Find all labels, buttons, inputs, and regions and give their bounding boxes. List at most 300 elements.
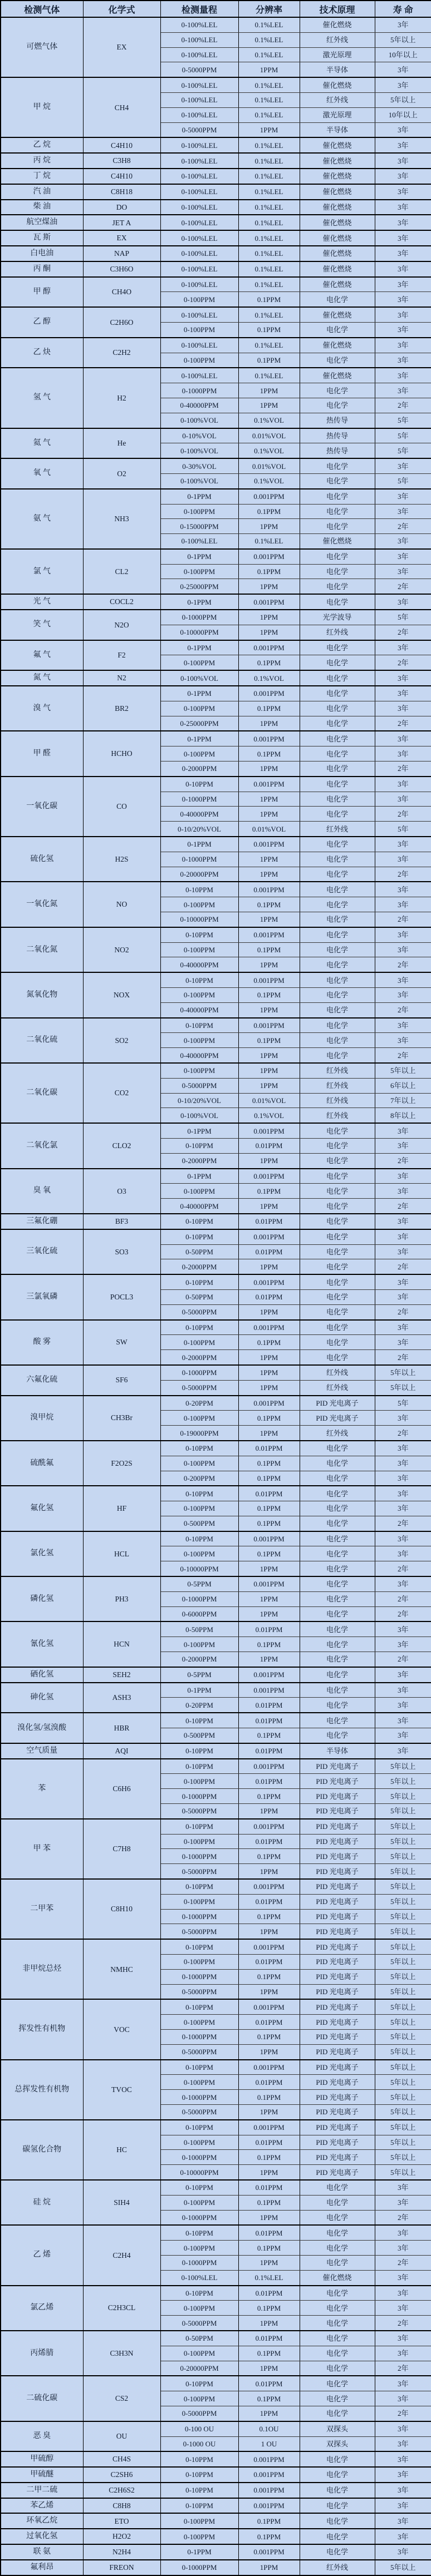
formula-cell: C2SH6 (83, 2467, 160, 2483)
table-row (1, 1621, 431, 1636)
resolution-cell: 1PPM (238, 2044, 300, 2059)
table-row (1, 1759, 431, 1774)
resolution-cell: 0.1%LEL (238, 2270, 300, 2285)
resolution-cell: 0.001PPM (238, 489, 300, 504)
resolution-cell: 0.001PPM (238, 1667, 300, 1683)
lifespan-cell: 3年 (375, 837, 431, 852)
lifespan-cell: 2年 (375, 1199, 431, 1214)
range-cell: 0-100PPM (160, 1335, 238, 1350)
principle-cell: 电化学 (300, 2331, 375, 2346)
resolution-cell: 0.1%VOL (238, 413, 300, 428)
range-cell: 0-1000PPM (160, 1969, 238, 1984)
lifespan-cell: 10年以上 (375, 47, 431, 62)
lifespan-cell: 3年 (375, 2270, 431, 2285)
range-cell: 0-100PPM (160, 942, 238, 957)
formula-cell: C2H2 (83, 338, 160, 368)
range-cell: 0-100PPM (160, 2241, 238, 2256)
lifespan-cell: 3年 (375, 1184, 431, 1199)
resolution-cell: 0.001PPM (238, 837, 300, 852)
table-row (1, 610, 431, 625)
lifespan-cell: 3年 (375, 1289, 431, 1304)
principle-cell: 催化燃烧 (300, 17, 375, 32)
principle-cell: 电化学 (300, 1214, 375, 1229)
gas-name-cell: 硫酰氟 (1, 1441, 83, 1486)
resolution-cell: 0.01%VOL (238, 822, 300, 837)
lifespan-cell: 5年以上 (375, 1819, 431, 1834)
resolution-cell: 0.1PPM (238, 897, 300, 912)
principle-cell: 电化学 (300, 2406, 375, 2421)
principle-cell: PID 光电离子 (300, 1924, 375, 1939)
principle-cell: 催化燃烧 (300, 200, 375, 215)
principle-cell: 红外线 (300, 32, 375, 47)
lifespan-cell: 3年 (375, 383, 431, 398)
formula-cell: O2 (83, 458, 160, 489)
range-cell: 0-10PPM (160, 1138, 238, 1153)
lifespan-cell: 3年 (375, 2376, 431, 2391)
lifespan-cell: 3年 (375, 2241, 431, 2256)
table-row (1, 972, 431, 987)
principle-cell: 电化学 (300, 489, 375, 504)
lifespan-cell: 3年 (375, 1471, 431, 1486)
principle-cell: 电化学 (300, 1606, 375, 1621)
lifespan-cell: 2年 (375, 1561, 431, 1576)
table-row (1, 77, 431, 92)
formula-cell: C2H6O (83, 307, 160, 338)
principle-cell: 电化学 (300, 398, 375, 413)
resolution-cell: 0.1PPM (238, 1033, 300, 1048)
range-cell: 0-500PPM (160, 1516, 238, 1531)
principle-cell: 电化学 (300, 1486, 375, 1501)
table-row (1, 246, 431, 261)
principle-cell: 电化学 (300, 957, 375, 972)
principle-cell: 电化学 (300, 2376, 375, 2391)
resolution-cell: 0.1%LEL (238, 17, 300, 32)
lifespan-cell: 3年 (375, 2513, 431, 2529)
resolution-cell: 1PPM (238, 1984, 300, 1999)
principle-cell: 电化学 (300, 1335, 375, 1350)
resolution-cell: 0.001PPM (238, 1879, 300, 1894)
lifespan-cell: 5年以上 (375, 1984, 431, 1999)
principle-cell: 电化学 (300, 353, 375, 368)
range-cell: 0-20000PPM (160, 2361, 238, 2376)
principle-cell: 电化学 (300, 1320, 375, 1335)
table-row (1, 368, 431, 383)
gas-name-cell: 二氧化碳 (1, 1063, 83, 1123)
range-cell: 0-100PPM (160, 2301, 238, 2316)
principle-cell: 电化学 (300, 1304, 375, 1319)
principle-cell: 激光原理 (300, 47, 375, 62)
principle-cell: 电化学 (300, 2483, 375, 2498)
resolution-cell: 0.1%LEL (238, 77, 300, 92)
header-gas: 检测气体 (1, 1, 83, 17)
resolution-cell: 0.001PPM (238, 927, 300, 942)
lifespan-cell: 3年 (375, 1441, 431, 1456)
lifespan-cell: 3年 (375, 594, 431, 610)
gas-name-cell: 丙 酮 (1, 261, 83, 277)
principle-cell: 红外线 (300, 1365, 375, 1380)
lifespan-cell: 3年 (375, 1683, 431, 1698)
gas-name-cell: 苯乙烯 (1, 2498, 83, 2514)
range-cell: 0-10000PPM (160, 625, 238, 640)
gas-name-cell: 氧 气 (1, 458, 83, 489)
range-cell: 0-5000PPM (160, 1864, 238, 1879)
resolution-cell: 0.01PPM (238, 1894, 300, 1909)
range-cell: 0-1000PPM (160, 2560, 238, 2575)
table-row (1, 549, 431, 564)
range-cell: 0-5000PPM (160, 2406, 238, 2421)
resolution-cell: 0.01PPM (238, 1621, 300, 1636)
range-cell: 0-19000PPM (160, 1426, 238, 1441)
principle-cell: 电化学 (300, 383, 375, 398)
resolution-cell: 0.01PPM (238, 1743, 300, 1759)
table-row (1, 184, 431, 200)
lifespan-cell: 2年 (375, 807, 431, 822)
resolution-cell: 0.1%LEL (238, 92, 300, 107)
principle-cell: 半导体 (300, 1743, 375, 1759)
resolution-cell: 1PPM (238, 1365, 300, 1380)
resolution-cell: 1PPM (238, 1199, 300, 1214)
formula-cell: F2 (83, 640, 160, 671)
principle-cell: 电化学 (300, 1048, 375, 1063)
principle-cell: 催化燃烧 (300, 137, 375, 153)
table-row (1, 640, 431, 655)
principle-cell: 电化学 (300, 762, 375, 777)
resolution-cell: 0.01PPM (238, 2135, 300, 2150)
formula-cell: HCHO (83, 731, 160, 776)
table-row (1, 2225, 431, 2240)
table-row (1, 1320, 431, 1335)
lifespan-cell: 3年 (375, 2180, 431, 2195)
gas-name-cell: 总挥发性有机物 (1, 2060, 83, 2120)
gas-name-cell: 航空煤油 (1, 215, 83, 230)
principle-cell: 电化学 (300, 1184, 375, 1199)
range-cell: 0-15000PPM (160, 519, 238, 534)
header-resolution: 分辨率 (238, 1, 300, 17)
lifespan-cell: 3年 (375, 852, 431, 867)
resolution-cell: 0.1PPM (238, 1909, 300, 1924)
gas-name-cell: 恶 臭 (1, 2421, 83, 2452)
principle-cell: 电化学 (300, 640, 375, 655)
range-cell: 0-100PPM (160, 2195, 238, 2210)
principle-cell: 电化学 (300, 882, 375, 897)
lifespan-cell: 3年 (375, 1713, 431, 1728)
lifespan-cell: 3年 (375, 1728, 431, 1743)
range-cell: 0-10/20%VOL (160, 1093, 238, 1108)
lifespan-cell: 3年 (375, 549, 431, 564)
resolution-cell: 1PPM (238, 1153, 300, 1168)
lifespan-cell: 3年 (375, 2286, 431, 2301)
range-cell: 0-10PPM (160, 1274, 238, 1289)
lifespan-cell: 5年以上 (375, 1999, 431, 2014)
principle-cell: 电化学 (300, 2513, 375, 2529)
principle-cell: 电化学 (300, 655, 375, 670)
formula-cell: NO (83, 882, 160, 927)
resolution-cell: 0.01PPM (238, 2015, 300, 2030)
principle-cell: 电化学 (300, 458, 375, 473)
table-row (1, 1576, 431, 1591)
range-cell: 0-100%LEL (160, 47, 238, 62)
lifespan-cell: 3年 (375, 292, 431, 307)
range-cell: 0-100%LEL (160, 200, 238, 215)
range-cell: 0-100PPM (160, 2513, 238, 2529)
resolution-cell: 1PPM (238, 957, 300, 972)
range-cell: 0-1PPM (160, 837, 238, 852)
principle-cell: 电化学 (300, 792, 375, 807)
range-cell: 0-10PPM (160, 1320, 238, 1335)
gas-name-cell: 二甲苯 (1, 1879, 83, 1939)
formula-cell: C3H3N (83, 2331, 160, 2376)
range-cell: 0-5000PPM (160, 1304, 238, 1319)
lifespan-cell: 2年 (375, 1652, 431, 1667)
table-row (1, 2529, 431, 2544)
principle-cell: PID 光电离子 (300, 1849, 375, 1864)
principle-cell: 激光原理 (300, 107, 375, 122)
principle-cell: 电化学 (300, 322, 375, 337)
lifespan-cell: 2年 (375, 2316, 431, 2331)
lifespan-cell: 3年 (375, 1698, 431, 1713)
gas-name-cell: 三氧化硫 (1, 1229, 83, 1274)
gas-name-cell: 白电油 (1, 246, 83, 261)
range-cell: 0-100PPM (160, 1063, 238, 1078)
resolution-cell: 0.001PPM (238, 1531, 300, 1546)
gas-name-cell: 溴甲烷 (1, 1396, 83, 1441)
resolution-cell: 0.001PPM (238, 1683, 300, 1698)
formula-cell: PH3 (83, 1576, 160, 1621)
header-row (1, 1, 431, 17)
lifespan-cell: 5年 (375, 610, 431, 625)
range-cell: 0-10PPM (160, 1229, 238, 1244)
principle-cell: 电化学 (300, 1591, 375, 1606)
table-row (1, 2120, 431, 2135)
lifespan-cell: 3年 (375, 777, 431, 792)
lifespan-cell: 2年 (375, 1048, 431, 1063)
range-cell: 0-10PPM (160, 1486, 238, 1501)
formula-cell: CO2 (83, 1063, 160, 1123)
resolution-cell: 1PPM (238, 625, 300, 640)
principle-cell: PID 光电离子 (300, 1909, 375, 1924)
principle-cell: 电化学 (300, 2467, 375, 2483)
principle-cell: 电化学 (300, 2255, 375, 2270)
table-row (1, 230, 431, 246)
range-cell: 0-10PPM (160, 1018, 238, 1033)
range-cell: 0-100%LEL (160, 338, 238, 353)
range-cell: 0-10PPM (160, 1879, 238, 1894)
lifespan-cell: 5年以上 (375, 2120, 431, 2135)
principle-cell: 电化学 (300, 716, 375, 731)
formula-cell: NO2 (83, 927, 160, 972)
range-cell: 0-40000PPM (160, 1002, 238, 1017)
range-cell: 0-1PPM (160, 1169, 238, 1184)
lifespan-cell: 5年以上 (375, 2560, 431, 2575)
range-cell: 0-100%LEL (160, 307, 238, 322)
lifespan-cell: 5年以上 (375, 2075, 431, 2090)
gas-name-cell: 氦 气 (1, 428, 83, 459)
table-row (1, 261, 431, 277)
resolution-cell: 1PPM (238, 762, 300, 777)
range-cell: 0-10PPM (160, 1214, 238, 1229)
formula-cell: SO2 (83, 1018, 160, 1063)
resolution-cell: 0.1PPM (238, 1184, 300, 1199)
range-cell: 0-1PPM (160, 686, 238, 701)
lifespan-cell: 5年以上 (375, 1849, 431, 1864)
lifespan-cell: 5年以上 (375, 2104, 431, 2119)
principle-cell: PID 光电离子 (300, 2075, 375, 2090)
gas-name-cell: 笑 气 (1, 610, 83, 640)
resolution-cell: 0.1%LEL (238, 307, 300, 322)
lifespan-cell: 3年 (375, 1274, 431, 1289)
principle-cell: 电化学 (300, 1199, 375, 1214)
principle-cell: PID 光电离子 (300, 2044, 375, 2059)
resolution-cell: 0.1%LEL (238, 338, 300, 353)
formula-cell: HCL (83, 1531, 160, 1576)
lifespan-cell: 5年 (375, 428, 431, 443)
range-cell: 0-40000PPM (160, 1048, 238, 1063)
gas-name-cell: 氟利昂 (1, 2560, 83, 2575)
resolution-cell: 1PPM (238, 1304, 300, 1319)
lifespan-cell: 3年 (375, 897, 431, 912)
principle-cell: 红外线 (300, 1426, 375, 1441)
lifespan-cell: 3年 (375, 731, 431, 746)
gas-name-cell: 三氟化硼 (1, 1214, 83, 1229)
range-cell: 0-10PPM (160, 1713, 238, 1728)
lifespan-cell: 3年 (375, 17, 431, 32)
formula-cell: HBR (83, 1713, 160, 1743)
lifespan-cell: 3年 (375, 746, 431, 762)
principle-cell: 电化学 (300, 2210, 375, 2225)
resolution-cell: 1PPM (238, 1380, 300, 1395)
lifespan-cell: 3年 (375, 1335, 431, 1350)
principle-cell: 电化学 (300, 1123, 375, 1138)
lifespan-cell: 3年 (375, 368, 431, 383)
resolution-cell: 0.01PPM (238, 2331, 300, 2346)
table-row (1, 2451, 431, 2467)
range-cell: 0-1000PPM (160, 2150, 238, 2165)
table-row (1, 2498, 431, 2514)
table-row (1, 1486, 431, 1501)
gas-name-cell: 溴化氢/氢溴酸 (1, 1713, 83, 1743)
resolution-cell: 0.1PPM (238, 1456, 300, 1471)
gas-name-cell: 丙 烷 (1, 153, 83, 169)
principle-cell: 电化学 (300, 549, 375, 564)
table-row (1, 1743, 431, 1759)
resolution-cell: 0.1PPM (238, 701, 300, 716)
resolution-cell: 0.1PPM (238, 1728, 300, 1743)
formula-cell: C6H6 (83, 1759, 160, 1819)
principle-cell: 电化学 (300, 837, 375, 852)
lifespan-cell: 3年 (375, 338, 431, 353)
lifespan-cell: 3年 (375, 1621, 431, 1636)
resolution-cell: 0.1%LEL (238, 169, 300, 184)
principle-cell: 催化燃烧 (300, 77, 375, 92)
resolution-cell: 0.1%VOL (238, 1108, 300, 1123)
lifespan-cell: 5年以上 (375, 1380, 431, 1395)
lifespan-cell: 3年 (375, 1411, 431, 1426)
formula-cell: SW (83, 1320, 160, 1365)
formula-cell: OU (83, 2421, 160, 2452)
lifespan-cell: 5年以上 (375, 2015, 431, 2030)
lifespan-cell: 3年 (375, 2544, 431, 2560)
range-cell: 0-100%LEL (160, 230, 238, 246)
range-cell: 0-10PPM (160, 2498, 238, 2514)
principle-cell: PID 光电离子 (300, 1396, 375, 1411)
resolution-cell: 1PPM (238, 1078, 300, 1093)
range-cell: 0-10/20%VOL (160, 822, 238, 837)
gas-name-cell: 瓦 斯 (1, 230, 83, 246)
lifespan-cell: 5年以上 (375, 2044, 431, 2059)
principle-cell: 热传导 (300, 413, 375, 428)
resolution-cell: 0.1%LEL (238, 277, 300, 292)
lifespan-cell: 3年 (375, 686, 431, 701)
formula-cell: H2O2 (83, 2529, 160, 2544)
lifespan-cell: 3年 (375, 215, 431, 230)
resolution-cell: 0.001PPM (238, 731, 300, 746)
lifespan-cell: 5年以上 (375, 1909, 431, 1924)
lifespan-cell: 2年 (375, 655, 431, 670)
resolution-cell: 0.001PPM (238, 2467, 300, 2483)
range-cell: 0-100%LEL (160, 2270, 238, 2285)
formula-cell: C2H4 (83, 2225, 160, 2285)
formula-cell: N2O (83, 610, 160, 640)
lifespan-cell: 5年以上 (375, 1894, 431, 1909)
formula-cell: CL2 (83, 549, 160, 594)
range-cell: 0-5000PPM (160, 1078, 238, 1093)
lifespan-cell: 5年以上 (375, 1969, 431, 1984)
principle-cell: 电化学 (300, 2241, 375, 2256)
formula-cell: NOX (83, 972, 160, 1017)
formula-cell: ASH3 (83, 1683, 160, 1713)
range-cell: 0-6000PPM (160, 1606, 238, 1621)
formula-cell: CH4S (83, 2451, 160, 2467)
gas-name-cell: 乙 炔 (1, 338, 83, 368)
lifespan-cell: 3年 (375, 1486, 431, 1501)
resolution-cell: 0.001PPM (238, 1123, 300, 1138)
principle-cell: 电化学 (300, 2195, 375, 2210)
table-row (1, 1229, 431, 1244)
principle-cell: PID 光电离子 (300, 1411, 375, 1426)
range-cell: 0-100%LEL (160, 215, 238, 230)
principle-cell: 电化学 (300, 1002, 375, 1017)
resolution-cell: 0.001PPM (238, 2060, 300, 2075)
range-cell: 0-100PPM (160, 504, 238, 519)
lifespan-cell: 2年 (375, 716, 431, 731)
resolution-cell: 0.1PPM (238, 2346, 300, 2361)
resolution-cell: 0.01PPM (238, 2376, 300, 2391)
resolution-cell: 0.01PPM (238, 1713, 300, 1728)
resolution-cell: 0.1PPM (238, 1637, 300, 1652)
range-cell: 0-100PPM (160, 353, 238, 368)
formula-cell: VOC (83, 1999, 160, 2059)
table-row (1, 307, 431, 322)
principle-cell: 双探头 (300, 2436, 375, 2451)
principle-cell: 电化学 (300, 1698, 375, 1713)
range-cell: 0-1000PPM (160, 610, 238, 625)
principle-cell: 电化学 (300, 1576, 375, 1591)
table-row (1, 338, 431, 353)
lifespan-cell: 6年以上 (375, 1078, 431, 1093)
range-cell: 0-1000 OU (160, 2436, 238, 2451)
resolution-cell: 1PPM (238, 2560, 300, 2575)
table-row (1, 1214, 431, 1229)
principle-cell: PID 光电离子 (300, 1999, 375, 2014)
range-cell: 0-50PPM (160, 1244, 238, 1259)
formula-cell: H2 (83, 368, 160, 428)
lifespan-cell: 5年以上 (375, 92, 431, 107)
formula-cell: HF (83, 1486, 160, 1531)
resolution-cell: 0.001PPM (238, 1759, 300, 1774)
table-row (1, 277, 431, 292)
lifespan-cell: 5年以上 (375, 1864, 431, 1879)
principle-cell: 电化学 (300, 988, 375, 1003)
